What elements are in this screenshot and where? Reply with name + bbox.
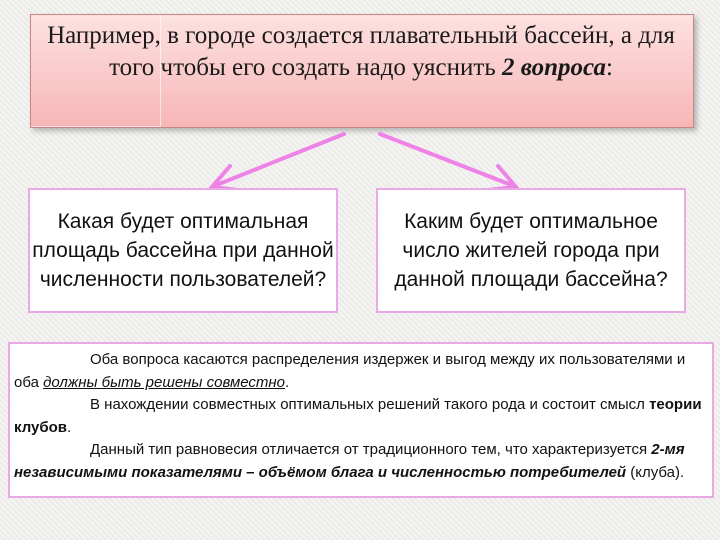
notes-p3-emphasis: 2-мя независимыми показателями – объёмом блага и численностью потребителей — [14, 441, 685, 481]
header-text-colon: : — [605, 54, 613, 81]
question-left-text: Какая будет оптимальная площадь бассейна при данной численности пользователей? — [32, 210, 334, 291]
notes-p1-emphasis: должны быть решены совместно — [43, 373, 286, 391]
notes-p1-text: Оба вопроса касаются распределения издержек и выгод между их пользователями и оба — [14, 351, 686, 391]
notes-paragraph-1 — [14, 349, 706, 394]
header-text-emphasis: 2 вопроса — [502, 54, 606, 81]
notes-paragraph-2 — [14, 394, 706, 439]
header-text-main: Например, в городе создается плавательный бассейн, а для того чтобы его создать надо уяснить — [47, 22, 675, 81]
arrow-right-shaft — [380, 134, 514, 186]
notes-paragraph-3 — [14, 439, 706, 484]
notes-box — [8, 342, 714, 498]
question-box-left — [28, 188, 338, 313]
notes-p3-text: Данный тип равновесия отличается от традиционного тем, что характеризуется — [90, 441, 652, 458]
arrow-left-shaft — [214, 134, 344, 186]
notes-p1-end: . — [285, 373, 290, 391]
question-right-text: Каким будет оптимальное число жителей города при данной площади бассейна? — [394, 210, 668, 291]
question-box-right — [376, 188, 686, 313]
notes-p3-end: (клуба). — [626, 463, 685, 481]
notes-p2-end: . — [67, 418, 72, 436]
notes-p2-text: В нахождении совместных оптимальных решений такого рода и состоит смысл — [90, 396, 650, 413]
notes-p2-term: теории клубов — [14, 396, 702, 436]
